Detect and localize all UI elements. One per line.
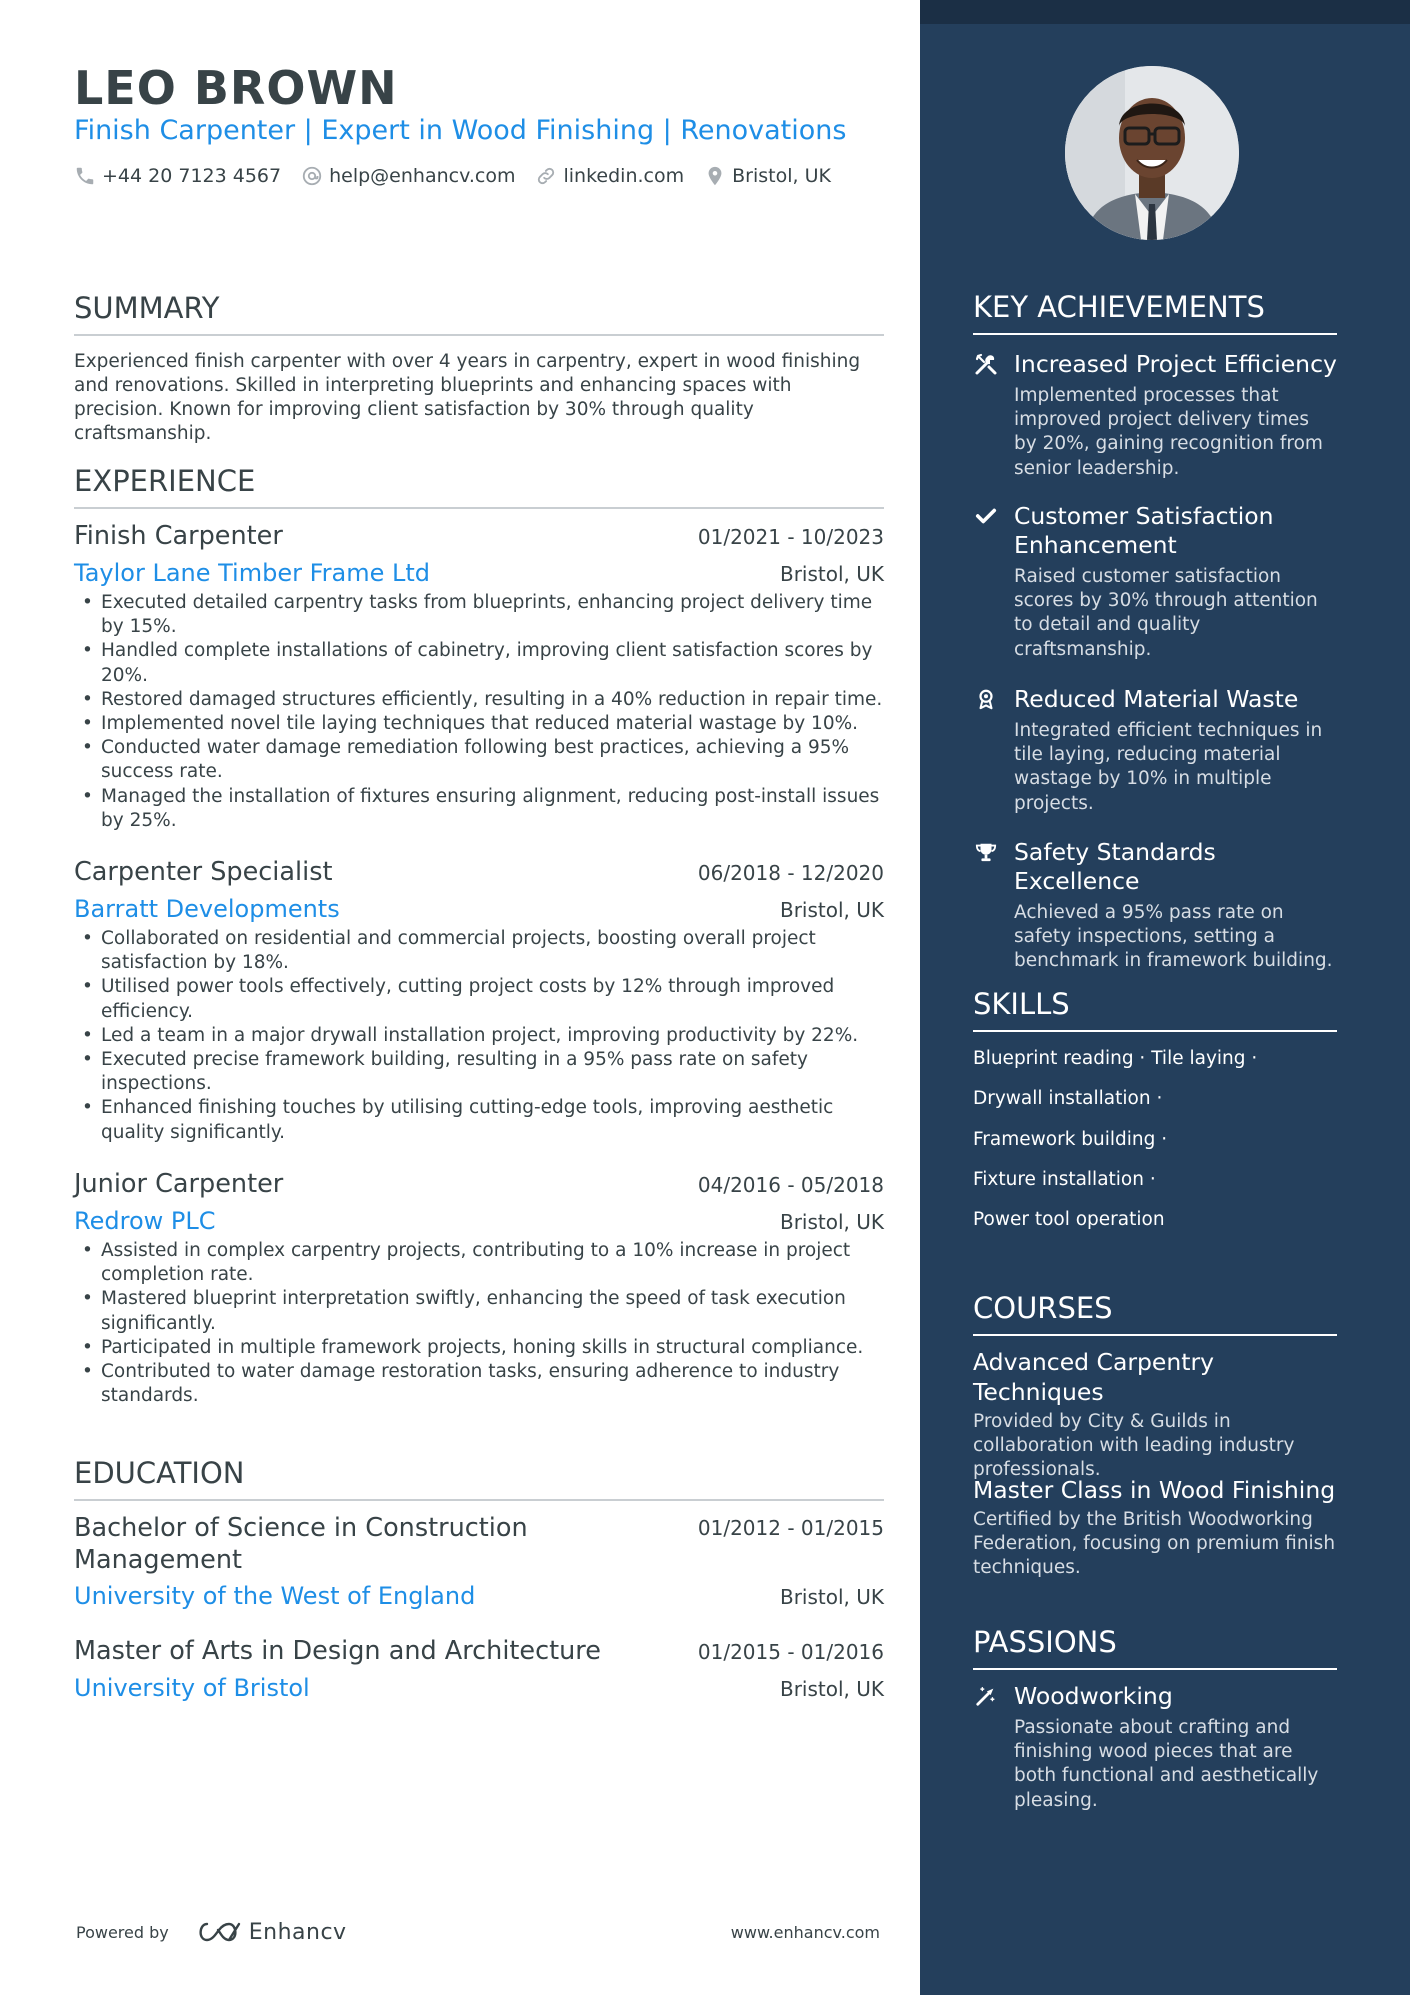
course-title: Advanced Carpentry Techniques (973, 1348, 1215, 1406)
job-company: Barratt Developments (74, 895, 340, 923)
job-bullet: • Mastered blueprint interpretation swiftly, enhancing the speed of task execution significantly. (74, 1287, 884, 1335)
phone-text: +44 20 7123 4567 (102, 165, 282, 187)
job-bullet: • Executed detailed carpentry tasks from blueprints, enhancing project delivery time by 15%. (74, 591, 884, 639)
job-bullet: • Contributed to water damage restoration tasks, ensuring adherence to industry standards. (74, 1360, 884, 1408)
skill-line: Framework building · (973, 1129, 1168, 1150)
job-company: Taylor Lane Timber Frame Ltd (74, 559, 431, 587)
job-company: Redrow PLC (74, 1207, 216, 1235)
school-location: Bristol, UK (779, 1677, 884, 1701)
job-location: Bristol, UK (779, 898, 884, 922)
education-dates: 01/2015 - 01/2016 (697, 1640, 884, 1664)
degree-title: Bachelor of Science in Construction Management (74, 1513, 528, 1575)
skill-line: Power tool operation (973, 1209, 1165, 1230)
sidebar-top-bar (920, 0, 1410, 24)
candidate-name: LEO BROWN (74, 61, 398, 115)
achievement-item (973, 502, 1337, 662)
course-description: Certified by the British Woodworking Federation, focusing on premium finish techniques. (973, 1509, 1336, 1579)
skills-heading: SKILLS (973, 986, 1337, 1032)
linkedin-text: linkedin.com (563, 165, 685, 187)
school-name: University of the West of England (74, 1582, 476, 1610)
skill-line: Blueprint reading · Tile laying · (973, 1048, 1258, 1069)
achievement-description: Achieved a 95% pass rate on safety inspections, setting a benchmark in framework building. (1014, 902, 1333, 972)
trophy-icon (973, 838, 999, 866)
profile-photo (1065, 66, 1239, 240)
job-bullet: • Executed precise framework building, resulting in a 95% pass rate on safety inspections. (74, 1048, 884, 1096)
achievement-description: Integrated efficient techniques in tile laying, reducing material wastage by 10% in multiple projects. (1014, 720, 1323, 814)
powered-by (76, 1920, 347, 1945)
profile-photo-image (1065, 66, 1239, 240)
contact-bar (74, 164, 851, 188)
job-bullet: • Participated in multiple framework projects, honing skills in structural compliance. (74, 1336, 884, 1360)
job-bullet: • Managed the installation of fixtures ensuring alignment, reducing post-install issues by 25%. (74, 785, 884, 833)
job-bullets (74, 591, 884, 833)
passion-item (973, 1682, 1337, 1813)
contact-email[interactable] (301, 164, 515, 188)
job-bullet: • Led a team in a major drywall installation project, improving productivity by 22%. (74, 1024, 884, 1048)
phone-icon (74, 165, 96, 187)
job-title: Finish Carpenter (74, 521, 283, 551)
job-bullets (74, 1239, 884, 1408)
course-description: Provided by City & Guilds in collaboration with leading industry professionals. (973, 1411, 1295, 1481)
contact-location (704, 164, 831, 188)
job-bullet: • Assisted in complex carpentry projects, contributing to a 10% increase in project completion rate. (74, 1239, 884, 1287)
achievement-description: Implemented processes that improved project delivery times by 20%, gaining recognition from senior leadership. (1014, 385, 1323, 479)
website-link[interactable]: www.enhancv.com (730, 1922, 880, 1942)
school-location: Bristol, UK (779, 1585, 884, 1609)
achievement-item (973, 685, 1337, 816)
job-dates: 06/2018 - 12/2020 (697, 861, 884, 885)
at-icon (301, 165, 323, 187)
job-bullet: • Conducted water damage remediation following best practices, achieving a 95% success rate. (74, 736, 884, 784)
location-pin-icon (704, 165, 726, 187)
education-heading: EDUCATION (74, 1455, 884, 1501)
job-title: Junior Carpenter (74, 1169, 284, 1199)
job-location: Bristol, UK (779, 562, 884, 586)
experience-entry (74, 1168, 884, 1408)
course-item (973, 1347, 1343, 1483)
course-title: Master Class in Wood Finishing (973, 1476, 1336, 1504)
enhancv-logo-icon (195, 1920, 241, 1944)
passion-description: Passionate about crafting and finishing wood pieces that are both functional and aesthetically pleasing. (1014, 1717, 1319, 1811)
location-text: Bristol, UK (732, 165, 831, 187)
summary-text: Experienced finish carpenter with over 4 years in carpentry, expert in wood finishing and renovations. Skilled in interpreting blueprints and enhancing spaces with precision. Known for improving client satisfaction by 30% through quality craftsmanship. (74, 351, 861, 444)
magic-wand-icon (973, 1682, 999, 1710)
tools-icon (973, 350, 999, 378)
skill-line: Fixture installation · (973, 1169, 1156, 1190)
footer (76, 1912, 880, 1952)
school-name: University of Bristol (74, 1674, 310, 1702)
headline: Finish Carpenter | Expert in Wood Finishing | Renovations (74, 115, 847, 146)
job-dates: 01/2021 - 10/2023 (697, 525, 884, 549)
email-text: help@enhancv.com (329, 165, 516, 187)
achievement-title: Safety Standards Excellence (1014, 838, 1216, 895)
sidebar (920, 0, 1410, 1995)
summary-heading: SUMMARY (74, 290, 884, 336)
achievement-title: Customer Satisfaction Enhancement (1014, 502, 1274, 559)
degree-title: Master of Arts in Design and Architecture (74, 1636, 601, 1666)
job-title: Carpenter Specialist (74, 857, 333, 887)
achievement-item (973, 350, 1337, 481)
passions-heading: PASSIONS (973, 1624, 1337, 1670)
passion-title: Woodworking (1014, 1682, 1173, 1710)
job-location: Bristol, UK (779, 1210, 884, 1234)
job-bullet: • Collaborated on residential and commercial projects, boosting overall project satisfaction by 18%. (74, 927, 884, 975)
award-icon (973, 685, 999, 713)
enhancv-logo[interactable] (195, 1920, 347, 1945)
job-bullet: • Utilised power tools effectively, cutting project costs by 12% through improved efficiency. (74, 975, 884, 1023)
check-icon (973, 502, 999, 530)
job-bullet: • Implemented novel tile laying techniques that reduced material wastage by 10%. (74, 712, 884, 736)
experience-entry (74, 520, 884, 833)
courses-heading: COURSES (973, 1290, 1337, 1336)
achievement-item (973, 838, 1337, 974)
job-bullets (74, 927, 884, 1145)
education-entry (74, 1635, 884, 1704)
contact-linkedin[interactable] (535, 164, 684, 188)
skill-line: Drywall installation · (973, 1088, 1163, 1109)
education-entry (74, 1512, 884, 1612)
course-item (973, 1475, 1343, 1581)
job-bullet: • Restored damaged structures efficiently, resulting in a 40% reduction in repair time. (74, 688, 884, 712)
job-dates: 04/2016 - 05/2018 (697, 1173, 884, 1197)
experience-entry (74, 856, 884, 1145)
achievements-heading: KEY ACHIEVEMENTS (973, 289, 1337, 335)
brand-name: Enhancv (248, 1919, 347, 1945)
achievement-description: Raised customer satisfaction scores by 30% through attention to detail and quality craftsmanship. (1014, 566, 1318, 660)
job-bullet: • Enhanced finishing touches by utilising cutting-edge tools, improving aesthetic quality significantly. (74, 1096, 884, 1144)
job-bullet: • Handled complete installations of cabinetry, improving client satisfaction scores by 20%. (74, 639, 884, 687)
contact-phone[interactable] (74, 164, 281, 188)
link-icon (535, 165, 557, 187)
powered-by-label: Powered by (76, 1922, 169, 1942)
achievement-title: Reduced Material Waste (1014, 685, 1299, 713)
experience-heading: EXPERIENCE (74, 463, 884, 509)
achievement-title: Increased Project Efficiency (1014, 350, 1337, 378)
education-dates: 01/2012 - 01/2015 (697, 1516, 884, 1540)
